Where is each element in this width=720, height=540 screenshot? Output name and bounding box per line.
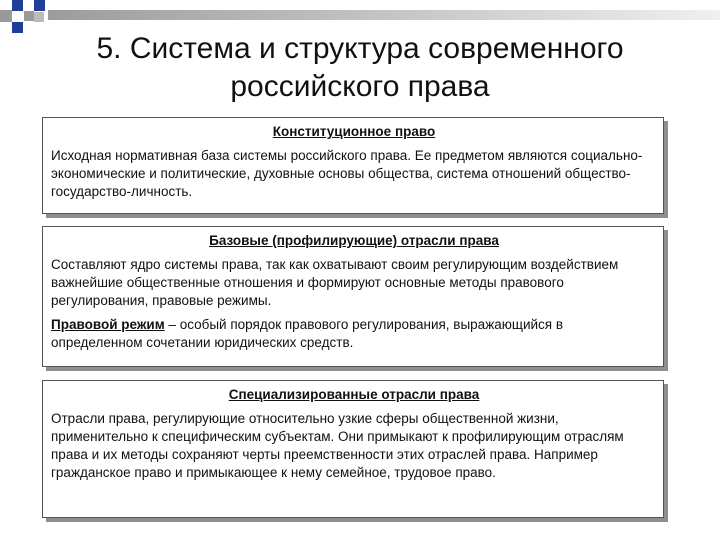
legal-regime-paragraph — [51, 316, 657, 352]
constitutional-law-text: Исходная нормативная база системы российского права. Ее предметом являются социально-экономические и политические, духовные основы общества, система отношений общество-государство-личность. — [51, 148, 643, 199]
specialized-branches-box — [42, 380, 664, 518]
basic-branches-box — [42, 226, 664, 367]
constitutional-law-heading: Конституционное право — [272, 124, 436, 139]
deco-square-blue-1 — [12, 0, 23, 11]
legal-regime-definition: – особый порядок правового регулирования, выражающийся в определенном сочетании юридических средств. — [51, 317, 564, 350]
page-title — [40, 30, 680, 106]
basic-branches-text: Составляют ядро системы права, так как охватывают своим регулирующим воздействием важнейшие общественные отношения и формируют основные методы правового регулирования, правовые режимы. — [51, 257, 619, 308]
page-title-line-2: российского права — [230, 70, 490, 103]
header-gradient-bar — [48, 10, 720, 20]
specialized-branches-text: Отрасли права, регулирующие относительно узкие сферы общественной жизни, применительно к специфическим субъектам. Они примыкают к профилирующим отраслям права и их методы сохраняют черты преемственности этих отраслей права. Например гражданское право и примыкающее к нему семейное, трудовое право. — [51, 411, 624, 480]
deco-square-gray-1 — [0, 10, 12, 22]
legal-regime-term: Правовой режим — [51, 317, 165, 332]
deco-square-gray-3 — [34, 12, 44, 22]
page-title-line-1: 5. Система и структура современного — [96, 32, 624, 65]
basic-branches-heading: Базовые (профилирующие) отрасли права — [209, 233, 499, 248]
deco-square-blue-3 — [12, 22, 23, 33]
deco-square-blue-2 — [34, 0, 45, 11]
constitutional-law-box — [42, 117, 664, 214]
specialized-branches-heading: Специализированные отрасли права — [228, 387, 480, 402]
deco-square-gray-2 — [24, 11, 34, 21]
